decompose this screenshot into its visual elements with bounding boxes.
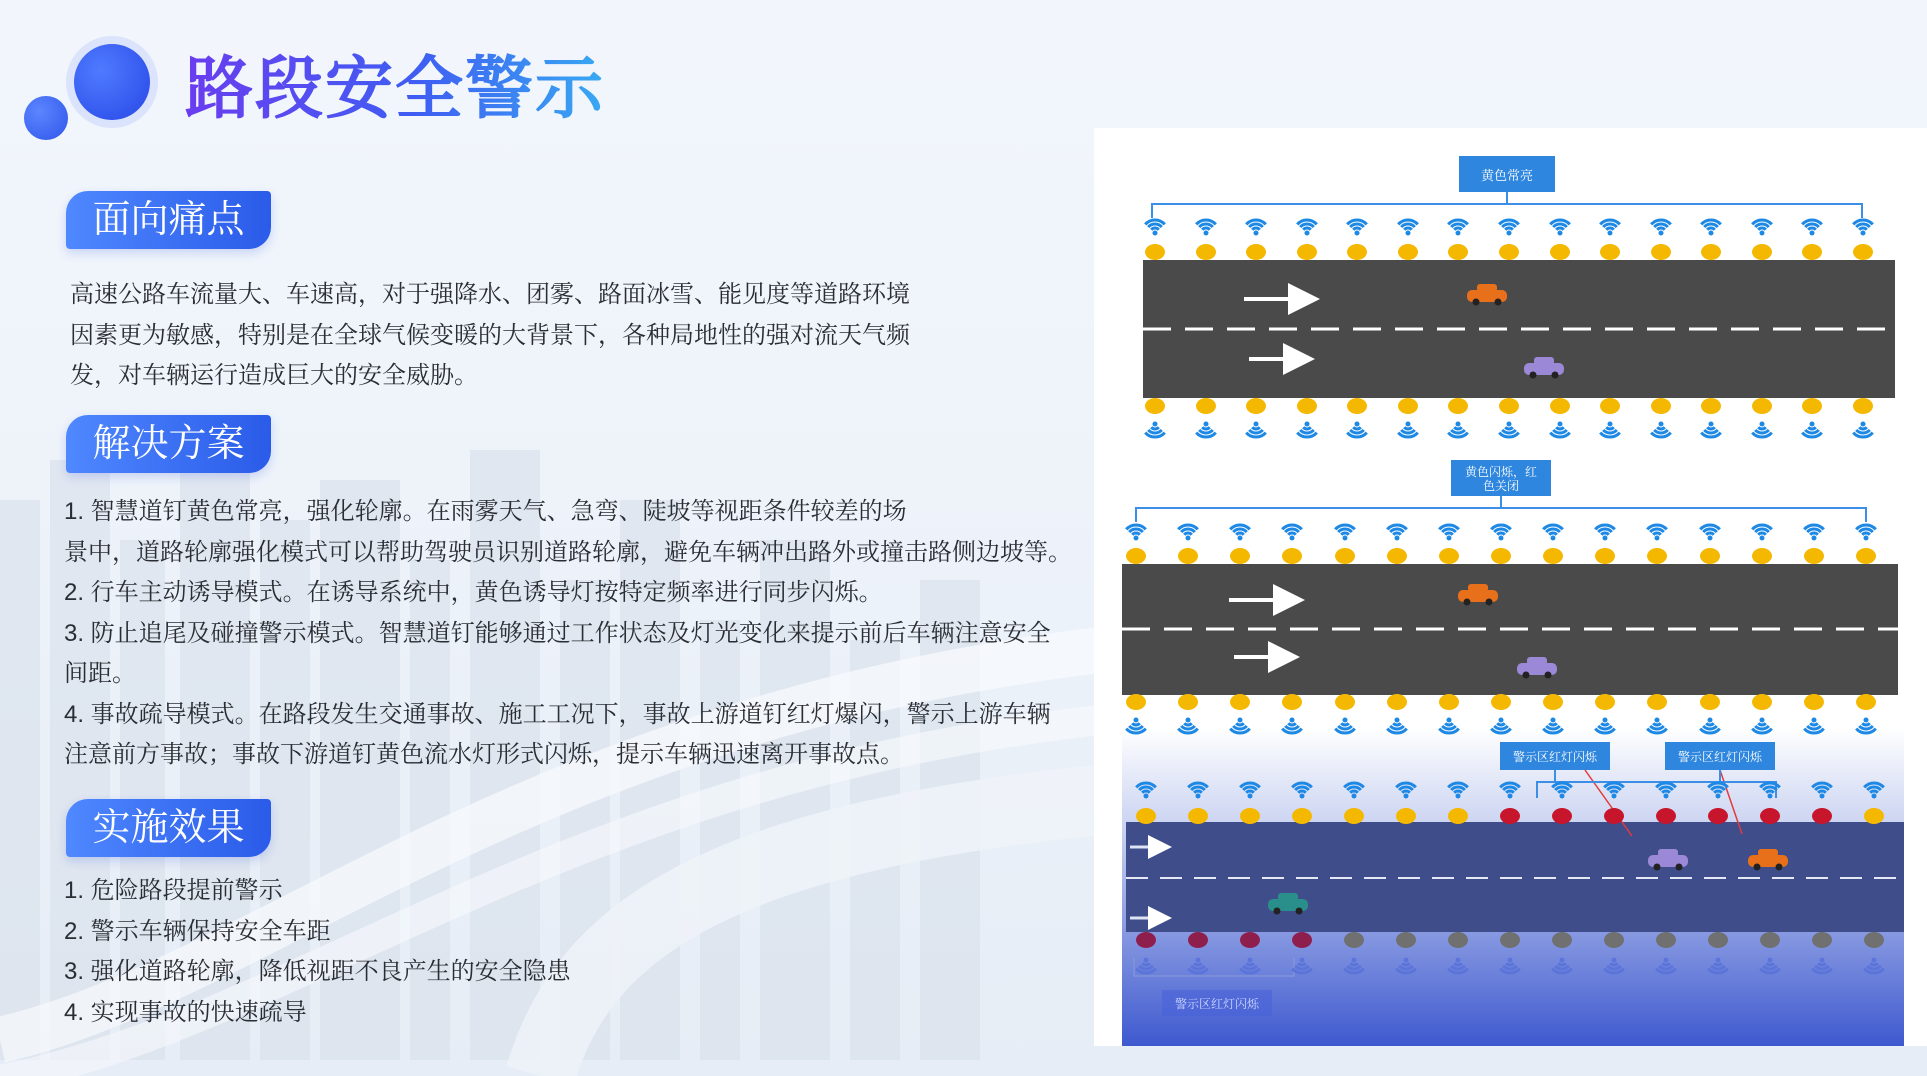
label-yellow-steady: 黄色常亮 bbox=[1480, 168, 1534, 183]
signal-wave-icon bbox=[1752, 422, 1772, 438]
signal-wave-icon bbox=[1448, 422, 1468, 437]
vehicle-roof bbox=[1527, 657, 1547, 665]
signal-wave-icon bbox=[1145, 422, 1165, 437]
signal-wave-icon bbox=[1439, 525, 1459, 541]
vehicle-wheel bbox=[1654, 864, 1661, 871]
signal-wave-icon bbox=[1491, 525, 1511, 540]
road-stud bbox=[1387, 548, 1407, 564]
vehicle-roof bbox=[1477, 284, 1497, 292]
road-stud bbox=[1647, 694, 1667, 710]
vehicle-wheel bbox=[1754, 864, 1761, 871]
pain-line: 发，对车辆运行造成巨大的安全威胁。 bbox=[70, 362, 478, 389]
effect-line: 4. 实现事故的快速疏导 bbox=[64, 998, 307, 1026]
vehicle-wheel bbox=[1530, 372, 1537, 379]
road-stud bbox=[1297, 398, 1317, 414]
bracket-line bbox=[1136, 508, 1866, 522]
road-stud bbox=[1595, 548, 1615, 564]
signal-wave-icon bbox=[1550, 220, 1570, 235]
road-stud bbox=[1188, 808, 1208, 824]
road-stud bbox=[1651, 244, 1671, 260]
vehicle-roof bbox=[1758, 849, 1778, 857]
road-stud bbox=[1864, 808, 1884, 824]
label-warning-a: 警示区红灯闪烁 bbox=[1512, 750, 1598, 764]
road-stud bbox=[1853, 244, 1873, 260]
vehicle-wheel bbox=[1473, 299, 1480, 306]
road-stud bbox=[1656, 808, 1676, 824]
road-stud bbox=[1752, 244, 1772, 260]
road-stud bbox=[1812, 808, 1832, 824]
road-stud bbox=[1853, 398, 1873, 414]
pain-line: 高速公路车流量大、车速高，对于强降水、团雾、路面冰雪、能见度等道路环境 bbox=[70, 281, 910, 308]
vehicle-wheel bbox=[1464, 599, 1471, 606]
road-stud bbox=[1292, 932, 1312, 948]
signal-wave-icon bbox=[1347, 220, 1367, 235]
signal-wave-icon bbox=[1802, 422, 1822, 438]
signal-wave-icon bbox=[1347, 422, 1367, 438]
label-yellow-flash-line1: 黄色闪烁，红 bbox=[1464, 465, 1538, 479]
road-stud bbox=[1145, 398, 1165, 414]
section-heading-solution: 解决方案 bbox=[66, 415, 271, 473]
road-stud bbox=[1282, 548, 1302, 564]
road-stud bbox=[1499, 244, 1519, 260]
road-stud bbox=[1647, 548, 1667, 564]
road-stud bbox=[1600, 244, 1620, 260]
signal-wave-icon bbox=[1196, 220, 1216, 236]
road-stud bbox=[1347, 398, 1367, 414]
section-heading-effect: 实施效果 bbox=[66, 799, 271, 857]
road-stud bbox=[1196, 244, 1216, 260]
road-stud bbox=[1126, 694, 1146, 710]
signal-wave-icon bbox=[1178, 525, 1198, 541]
road-stud bbox=[1136, 808, 1156, 824]
road-stud bbox=[1246, 244, 1266, 260]
effect-line: 1. 危险路段提前警示 bbox=[64, 877, 283, 904]
signal-wave-icon bbox=[1600, 422, 1620, 438]
vehicle-roof bbox=[1658, 849, 1678, 857]
road-stud bbox=[1178, 694, 1198, 710]
road-stud bbox=[1752, 694, 1772, 710]
road-stud bbox=[1292, 808, 1312, 824]
road-stud bbox=[1230, 694, 1250, 710]
signal-wave-icon bbox=[1246, 422, 1266, 437]
pain-line: 因素更为敏感，特别是在全球气候变暖的大背景下，各种局地性的强对流天气频 bbox=[70, 321, 910, 349]
road-stud bbox=[1500, 808, 1520, 824]
road-stud bbox=[1550, 244, 1570, 260]
signal-wave-icon bbox=[1499, 220, 1519, 235]
signal-wave-icon bbox=[1297, 422, 1317, 438]
road-stud bbox=[1448, 932, 1468, 948]
effect-line: 3. 强化道路轮廓，降低视距不良产生的安全隐患 bbox=[64, 958, 571, 985]
decorative-circle-small bbox=[24, 96, 68, 140]
label-warning-c: 警示区红灯闪烁 bbox=[1174, 997, 1260, 1011]
vehicle-wheel bbox=[1545, 672, 1552, 679]
signal-wave-icon bbox=[1145, 220, 1165, 236]
road-stud bbox=[1297, 244, 1317, 260]
signal-wave-icon bbox=[1651, 422, 1671, 438]
road-stud bbox=[1448, 244, 1468, 260]
solution-line: 4. 事故疏导模式。在路段发生交通事故、施工工况下，事故上游道钉红灯爆闪，警示上游车辆 bbox=[64, 700, 1051, 728]
road-studs-diagram bbox=[1094, 128, 1927, 1046]
road-stud bbox=[1398, 398, 1418, 414]
road-stud bbox=[1396, 808, 1416, 824]
road-stud bbox=[1344, 808, 1364, 824]
signal-wave-icon bbox=[1230, 525, 1250, 541]
road-stud bbox=[1550, 398, 1570, 414]
solution-line: 1. 智慧道钉黄色常亮，强化轮廓。在雨雾天气、急弯、陡坡等视距条件较差的场 bbox=[64, 498, 907, 525]
signal-wave-icon bbox=[1802, 220, 1822, 236]
road-stud bbox=[1812, 932, 1832, 948]
signal-wave-icon bbox=[1595, 525, 1615, 541]
road-stud bbox=[1552, 932, 1572, 948]
effect-text bbox=[64, 871, 924, 1033]
signal-wave-icon bbox=[1196, 422, 1216, 438]
road-stud bbox=[1708, 808, 1728, 824]
road-stud bbox=[1230, 548, 1250, 564]
road-stud bbox=[1178, 548, 1198, 564]
signal-wave-icon bbox=[1647, 525, 1667, 541]
road-stud bbox=[1499, 398, 1519, 414]
road-stud bbox=[1651, 398, 1671, 414]
road-stud bbox=[1335, 694, 1355, 710]
signal-wave-icon bbox=[1752, 525, 1772, 541]
road-stud bbox=[1701, 244, 1721, 260]
solution-line: 3. 防止追尾及碰撞警示模式。智慧道钉能够通过工作状态及灯光变化来提示前后车辆注意安全 bbox=[64, 619, 1051, 647]
road-stud bbox=[1491, 694, 1511, 710]
road-stud bbox=[1387, 694, 1407, 710]
signal-wave-icon bbox=[1246, 220, 1266, 236]
road-stud bbox=[1856, 694, 1876, 710]
solution-line: 景中，道路轮廓强化模式可以帮助驾驶员识别道路轮廓，避免车辆冲出路外或撞击路侧边坡等。 bbox=[64, 538, 1072, 566]
road-stud bbox=[1126, 548, 1146, 564]
road-stud bbox=[1344, 932, 1364, 948]
signal-wave-icon bbox=[1543, 525, 1563, 540]
road-stud bbox=[1335, 548, 1355, 564]
label-warning-b: 警示区红灯闪烁 bbox=[1677, 750, 1763, 764]
effect-line: 2. 警示车辆保持安全车距 bbox=[64, 917, 331, 945]
vehicle-wheel bbox=[1486, 599, 1493, 606]
road-stud bbox=[1656, 932, 1676, 948]
vehicle-wheel bbox=[1274, 908, 1281, 915]
solution-line: 注意前方事故；事故下游道钉黄色流水灯形式闪烁，提示车辆迅速离开事故点。 bbox=[64, 741, 904, 768]
vehicle-wheel bbox=[1495, 299, 1502, 306]
road-stud bbox=[1188, 932, 1208, 948]
vehicle-roof bbox=[1278, 893, 1298, 901]
signal-wave-icon bbox=[1752, 220, 1772, 236]
road-stud bbox=[1439, 548, 1459, 564]
page-title: 路段安全警示 bbox=[185, 46, 605, 132]
road-stud bbox=[1439, 694, 1459, 710]
road-stud bbox=[1448, 398, 1468, 414]
signal-wave-icon bbox=[1126, 525, 1146, 541]
road-stud bbox=[1752, 398, 1772, 414]
road-stud bbox=[1246, 398, 1266, 414]
solution-text bbox=[64, 492, 1094, 776]
signal-wave-icon bbox=[1398, 220, 1418, 235]
road-stud bbox=[1752, 548, 1772, 564]
solution-line: 间距。 bbox=[64, 660, 136, 687]
road-stud bbox=[1136, 932, 1156, 948]
road-stud bbox=[1491, 548, 1511, 564]
label-yellow-flash-line2: 色关闭 bbox=[1482, 479, 1520, 493]
vehicle-wheel bbox=[1523, 672, 1530, 679]
road-studs-diagram-panel bbox=[1094, 128, 1927, 1046]
road-stud bbox=[1804, 548, 1824, 564]
signal-wave-icon bbox=[1853, 220, 1873, 236]
vehicle-wheel bbox=[1776, 864, 1783, 871]
road-stud bbox=[1595, 694, 1615, 710]
signal-wave-icon bbox=[1701, 422, 1721, 438]
signal-wave-icon bbox=[1804, 525, 1824, 541]
signal-wave-icon bbox=[1701, 220, 1721, 236]
decorative-circle-large bbox=[74, 44, 150, 120]
road-stud bbox=[1543, 548, 1563, 564]
vehicle-roof bbox=[1534, 357, 1554, 365]
road-stud bbox=[1600, 398, 1620, 414]
signal-wave-icon bbox=[1387, 525, 1407, 541]
road-stud bbox=[1701, 398, 1721, 414]
road-stud bbox=[1543, 694, 1563, 710]
road-stud bbox=[1802, 398, 1822, 414]
vehicle-wheel bbox=[1676, 864, 1683, 871]
road-stud bbox=[1604, 932, 1624, 948]
road-stud bbox=[1552, 808, 1572, 824]
section-heading-pain-points: 面向痛点 bbox=[66, 191, 271, 249]
road-stud bbox=[1760, 808, 1780, 824]
road-stud bbox=[1145, 244, 1165, 260]
pain-points-text bbox=[70, 275, 930, 397]
road-stud bbox=[1240, 808, 1260, 824]
signal-wave-icon bbox=[1550, 422, 1570, 437]
road-stud bbox=[1856, 548, 1876, 564]
road-stud bbox=[1196, 398, 1216, 414]
signal-wave-icon bbox=[1499, 422, 1519, 438]
signal-wave-icon bbox=[1398, 422, 1418, 438]
signal-wave-icon bbox=[1335, 525, 1355, 541]
road-stud bbox=[1500, 932, 1520, 948]
signal-wave-icon bbox=[1448, 220, 1468, 235]
road-stud bbox=[1604, 808, 1624, 824]
road-stud bbox=[1282, 694, 1302, 710]
road-stud bbox=[1700, 694, 1720, 710]
signal-wave-icon bbox=[1282, 525, 1302, 541]
signal-wave-icon bbox=[1297, 220, 1317, 236]
bracket-line bbox=[1152, 204, 1862, 218]
road-stud bbox=[1700, 548, 1720, 564]
signal-wave-icon bbox=[1853, 422, 1873, 438]
signal-wave-icon bbox=[1700, 525, 1720, 541]
solution-line: 2. 行车主动诱导模式。在诱导系统中，黄色诱导灯按特定频率进行同步闪烁。 bbox=[64, 579, 883, 606]
road-stud bbox=[1396, 932, 1416, 948]
vehicle-wheel bbox=[1296, 908, 1303, 915]
road-stud bbox=[1347, 244, 1367, 260]
road-stud bbox=[1398, 244, 1418, 260]
road-stud bbox=[1760, 932, 1780, 948]
road-stud bbox=[1448, 808, 1468, 824]
road-stud bbox=[1864, 932, 1884, 948]
vehicle-roof bbox=[1468, 584, 1488, 592]
road-stud bbox=[1804, 694, 1824, 710]
signal-wave-icon bbox=[1856, 525, 1876, 541]
road-stud bbox=[1802, 244, 1822, 260]
signal-wave-icon bbox=[1651, 220, 1671, 236]
road-stud bbox=[1240, 932, 1260, 948]
signal-wave-icon bbox=[1600, 220, 1620, 236]
road-stud bbox=[1708, 932, 1728, 948]
vehicle-wheel bbox=[1552, 372, 1559, 379]
